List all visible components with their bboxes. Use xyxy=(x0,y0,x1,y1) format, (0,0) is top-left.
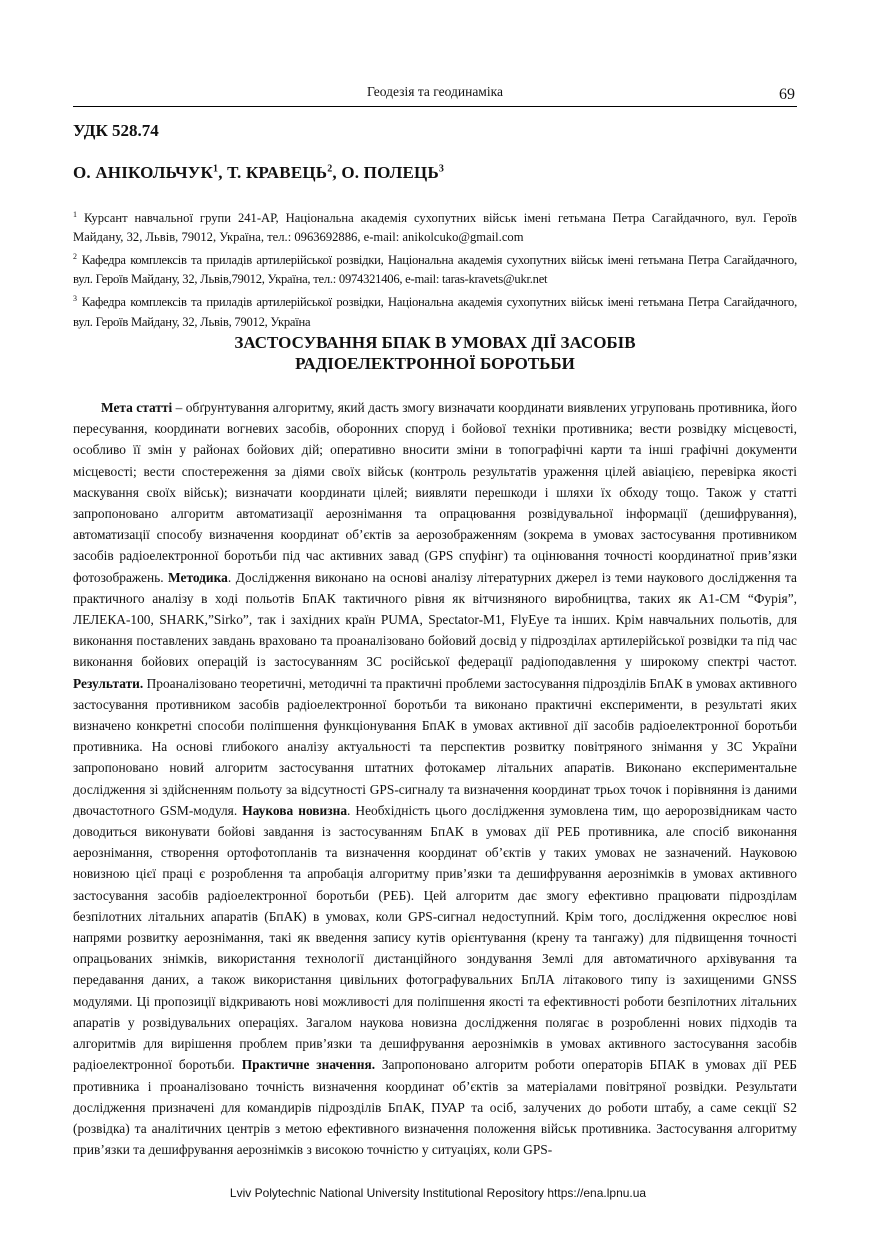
title-line: РАДІОЕЛЕКТРОННОЇ БОРОТЬБИ xyxy=(295,354,575,373)
results-label: Результати. xyxy=(73,675,144,691)
practical-label: Практичне значення. xyxy=(241,1057,376,1073)
udk-code: УДК 528.74 xyxy=(73,121,159,140)
author-sup: 1 xyxy=(213,163,219,175)
affiliation-sup: 1 xyxy=(73,210,77,219)
running-header xyxy=(73,82,797,107)
running-title: Геодезія та геодинаміка xyxy=(367,84,503,99)
aim-text: – обґрунтування алгоритму, який дасть змогу визначати координати виявлених угруповань противника, його пересування, координати вогневих засобів, оборонних споруд і бойової техніки противника; вести розвідку місцевості, особливо її змін у районах бойових дій; оперативно вносити зміни в топографічні карти та інші графічні документи місцевості; вести спостереження за діями своїх військ (контроль результатів ураження цілей авіацією, перевірка якості маскування своїх військ); визначати координати цілей; виявляти перешкоди і шляхи їх обходу тощо. Також у статті запропоновано алгоритм автоматизації аерознімання та опрацювання розвідувальної інформації (дешифрування), автоматизації способу визначення координат об’єктів за аерозображенням (зокрема в умовах застосування противником засобів радіоелектронної боротьби під час активних завад (GPS спуфінг) та оцінювання точності координатної прив’язки фотозображень. xyxy=(73,400,797,585)
method-text: . Дослідження виконано на основі аналізу літературних джерел із теми наукового дослідження та практичного аналізу в ході польотів БпАК тактичного рівня як вітчизняного виробництва, таких як А1-СМ “Фурія”, ЛЕЛЕКА-100, SHARK,”Sirko”, так і західних країн PUMA, Spectator-M1, FlyEye та інших. Крім навчальних польотів, для виконання поставлених завдань враховано та проаналізовано бойовий досвід у підрозділах артилерійської розвідки та під час виконання бойових операцій із застосуванням ЗС російської федерації радіоподавлення у широкому спектрі частот. xyxy=(73,569,798,670)
affiliation xyxy=(73,205,797,247)
affiliation-text: Курсант навчальної групи 241-АР, Національна академія сухопутних військ імені гетьмана Петра Сагайдачного, вул. Героїв Майдану, 32, Львів, 79012, Україна, тел.: 0963692886, e-mail: anikolcuko@gmail.com xyxy=(73,211,797,245)
author-name: Т. КРАВЕЦЬ xyxy=(227,163,328,182)
practical-text: Запропоновано алгоритм роботи операторів БПАК в умовах дії РЕБ противника і проаналізовано точність визначення координат об’єктів за матеріалами повітряної розвідки. Результати дослідження призначені для командирів підрозділів БпАК, ПУАР та осіб, залучених до роботи штабу, а саме секції S2 (розвідка) та аналітичних центрів з метою ефективного визначення положення військ противника. Застосування алгоритму прив’язки та дешифрування аерознімків з високою точністю у ситуаціях, коли GPS- xyxy=(73,1057,797,1158)
affiliations xyxy=(73,205,797,332)
method-label: Методика xyxy=(168,569,228,585)
affiliation-text: Кафедра комплексів та приладів артилерійської розвідки, Національна академія сухопутних військ імені гетьмана Петра Сагайдачного, вул. Героїв Майдану, 32, Львів,79012, Україна, тел.: 0974321406, e-mail: taras-kravets@ukr.net xyxy=(73,253,797,287)
author-name: О. ПОЛЕЦЬ xyxy=(341,163,439,182)
novelty-label: Наукова новизна xyxy=(242,802,348,818)
affiliation-sup: 3 xyxy=(73,294,77,304)
author-separator: , xyxy=(332,163,342,182)
results-text: Проаналізовано теоретичні, методичні та практичні проблеми застосування підрозділів БпАК в умовах активного застосування противником засобів радіоелектронної боротьби та виконано практичні експерименти, в результаті яких визначено конкретні способи поліпшення функціонування БпАК в умовах активної дії засобів радіоелектронної боротьби противника. На основі глибокого аналізу актуальності та перспектив розвитку повітряного знімання у ЗС України запропоновано новий алгоритм застосування штатних фотокамер літальних апаратів. Виконано експериментальне дослідження зі здійсненням польоту за відсутності GPS-сигналу та визначення координат трьох точок і порівняння із даними двочастотного GSM-модуля. xyxy=(73,675,797,818)
affiliation-sup: 2 xyxy=(73,252,77,262)
title-line: ЗАСТОСУВАННЯ БПАК В УМОВАХ ДІЇ ЗАСОБІВ xyxy=(234,333,636,352)
author-sup: 3 xyxy=(438,163,445,175)
affiliation-text: Кафедра комплексів та приладів артилерійської розвідки, Національна академія сухопутних військ імені гетьмана Петра Сагайдачного, вул. Героїв Майдану, 32, Львів, 79012, Україна xyxy=(73,295,797,329)
affiliation xyxy=(73,289,797,331)
novelty-text: . Необхідність цього дослідження зумовлена тим, що аеророзвідникам часто доводиться виконувати бойові завдання із застосуванням БпАК в умовах дії РЕБ противника, але спосіб виконання аерознімання, створення ортофотопланів та визначення координат об’єктів у таких умовах не зазначений. Науковою новизною цієї праці є розроблення та апробація алгоритму прив’язки та дешифрування аерознімків в умовах активного застосування засобів радіоелектронної боротьби (РЕБ). Цей алгоритм дає змогу ефективно працювати підрозділам безпілотних літальних апаратів (БпАК) в умовах, коли GPS-сигнал недоступний. Крім того, дослідження окреслює нові напрями розвитку аерознімання, такі як введення запису кутів орієнтування (крену та тангажу) для підвищення точності опрацьованих знімків, використання технології дистанційного зондування Землі для автоматичного архівування та передавання даних, а також використання цивільних фотографувальних БпЛА літакового типу із захищеними GNSS модулями. Ці пропозиції відкривають нові можливості для поліпшення якості та ефективності роботи безпілотних літальних апаратів у розвідувальних операціях. Загалом наукова новизна дослідження полягає в розробленні нових підходів та алгоритмів для вирішення проблем прив’язки та дешифрування аерознімків в умовах активного застосування засобів радіоелектронної боротьби. xyxy=(73,802,797,1073)
aim-label: Мета статті xyxy=(101,400,173,415)
abstract-body xyxy=(73,397,797,1160)
author-sup: 2 xyxy=(327,163,333,175)
author-list xyxy=(73,163,444,183)
repository-footer: Lviv Polytechnic National University Institutional Repository https://ena.lpnu.ua xyxy=(229,1186,647,1200)
author-separator: , xyxy=(218,163,228,182)
page-number: 69 xyxy=(779,86,795,103)
author-name: О. АНІКОЛЬЧУК xyxy=(73,163,214,182)
article-title xyxy=(73,332,797,374)
affiliation xyxy=(73,247,797,289)
